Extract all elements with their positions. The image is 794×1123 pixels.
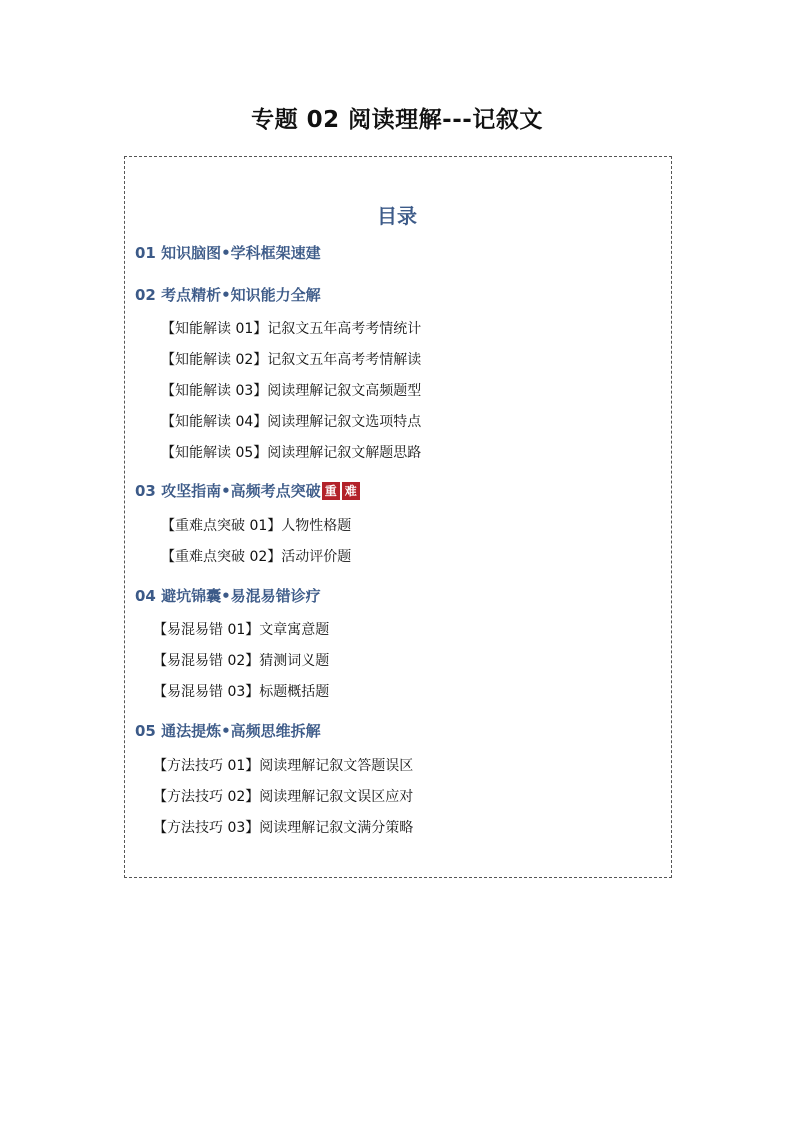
difficulty-badge-nan: 难 bbox=[342, 482, 360, 500]
toc-item[interactable]: 【方法技巧 02】阅读理解记叙文误区应对 bbox=[153, 789, 414, 805]
toc-item[interactable]: 【知能解读 02】记叙文五年高考考情解读 bbox=[161, 352, 422, 368]
toc-item[interactable]: 【知能解读 03】阅读理解记叙文高频题型 bbox=[161, 383, 422, 399]
toc-item[interactable]: 【易混易错 02】猜测词义题 bbox=[153, 653, 330, 669]
toc-section-label: 03 攻坚指南•高频考点突破 bbox=[135, 482, 321, 500]
toc-section-03[interactable] bbox=[135, 481, 360, 501]
toc-item[interactable]: 【方法技巧 01】阅读理解记叙文答题误区 bbox=[153, 758, 414, 774]
toc-section-04[interactable]: 04 避坑锦囊•易混易错诊疗 bbox=[135, 587, 321, 605]
toc-section-02[interactable]: 02 考点精析•知识能力全解 bbox=[135, 286, 321, 304]
toc-item[interactable]: 【知能解读 04】阅读理解记叙文选项特点 bbox=[161, 414, 422, 430]
toc-item[interactable]: 【易混易错 01】文章寓意题 bbox=[153, 622, 330, 638]
toc-item[interactable]: 【知能解读 01】记叙文五年高考考情统计 bbox=[161, 321, 422, 337]
toc-item[interactable]: 【重难点突破 01】人物性格题 bbox=[161, 518, 352, 534]
document-title: 专题 02 阅读理解---记叙文 bbox=[251, 107, 543, 133]
toc-item[interactable]: 【知能解读 05】阅读理解记叙文解题思路 bbox=[161, 445, 422, 461]
difficulty-badge-zhong: 重 bbox=[322, 482, 340, 500]
toc-item[interactable]: 【易混易错 03】标题概括题 bbox=[153, 684, 330, 700]
toc-section-01[interactable]: 01 知识脑图•学科框架速建 bbox=[135, 244, 321, 262]
toc-item[interactable]: 【重难点突破 02】活动评价题 bbox=[161, 549, 352, 565]
toc-section-05[interactable]: 05 通法提炼•高频思维拆解 bbox=[135, 722, 321, 740]
toc-item[interactable]: 【方法技巧 03】阅读理解记叙文满分策略 bbox=[153, 820, 414, 836]
toc-heading: 目录 bbox=[377, 204, 417, 228]
